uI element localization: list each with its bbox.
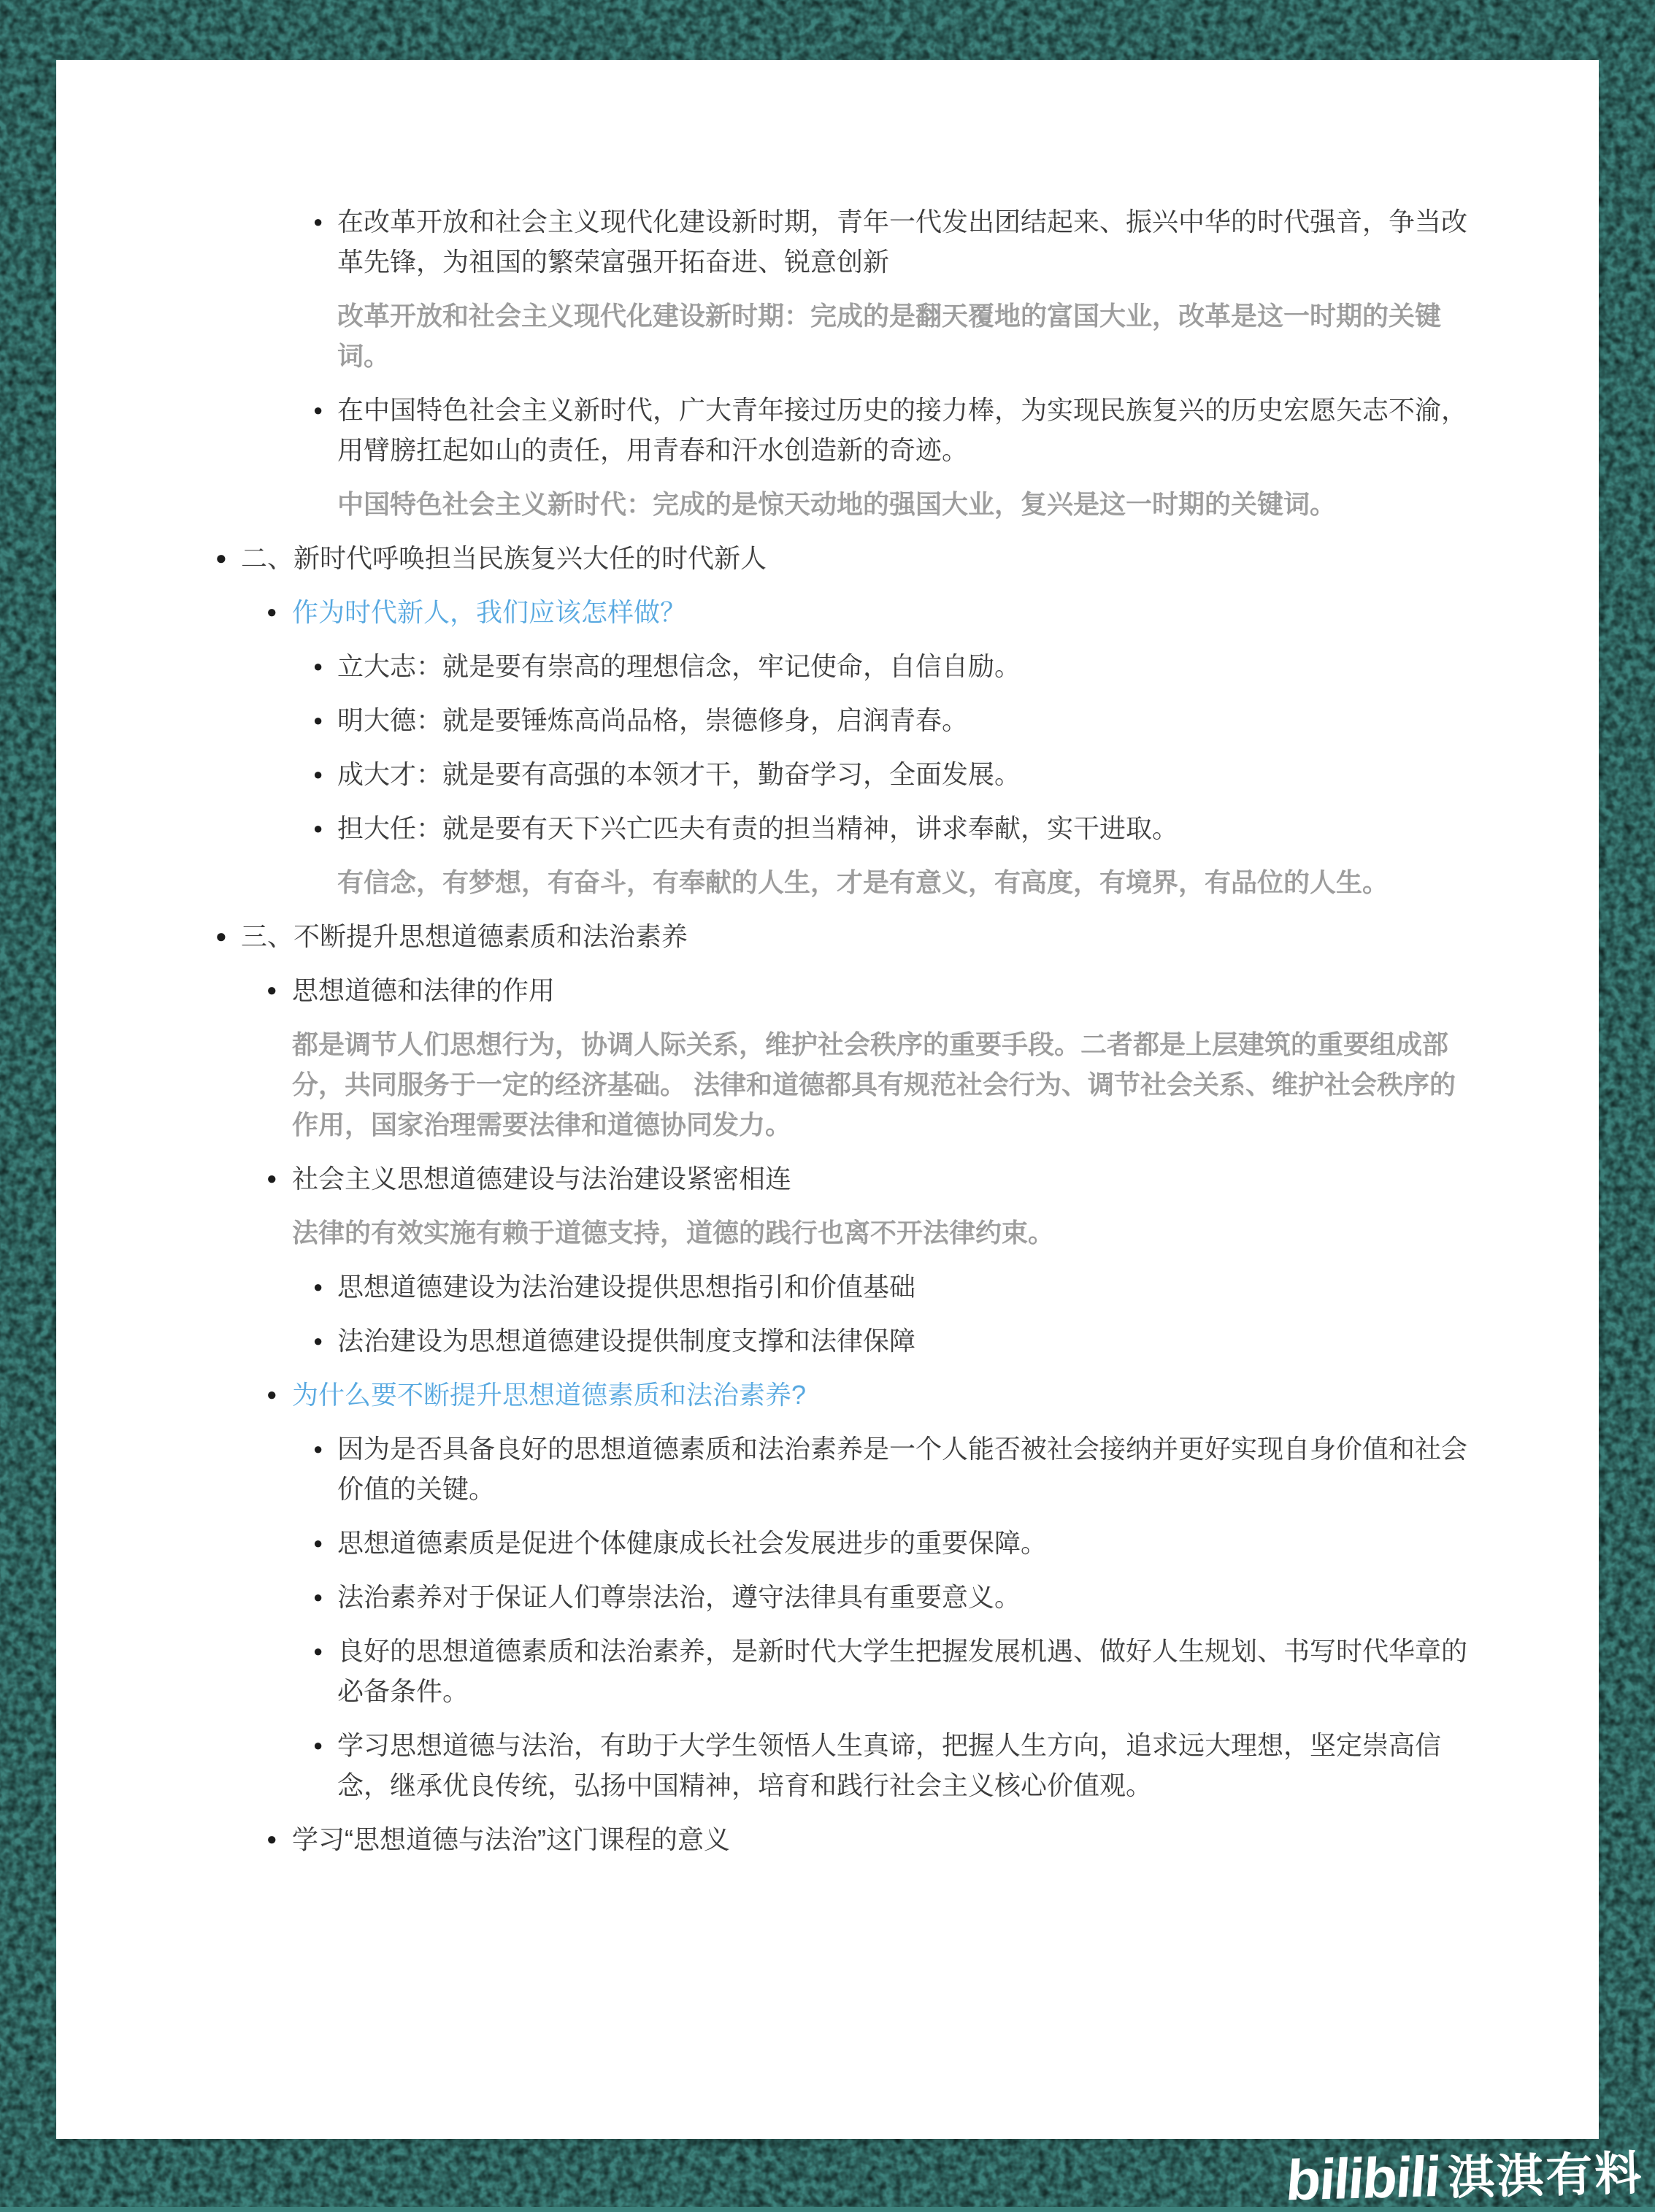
bullet-icon: ● (313, 711, 323, 729)
bullet-icon: ● (313, 212, 323, 231)
outline-text: 思想道德和法律的作用 (292, 975, 556, 1005)
document-page (56, 60, 1599, 2139)
bullet-icon: ● (215, 547, 227, 569)
outline-text: 思想道德素质是促进个体健康成长社会发展进步的重要保障。 (337, 1528, 1048, 1558)
bullet-icon: ● (313, 657, 323, 675)
outline-text: 立大志：就是要有崇高的理想信念，牢记使命，自信自励。 (337, 651, 1021, 681)
outline-note (56, 296, 1467, 376)
bullet-icon: ● (266, 602, 277, 622)
outline-text: 法律的有效实施有赖于道德支持，道德的践行也离不开法律约束。 (292, 1218, 1055, 1248)
outline-item (56, 1321, 1467, 1361)
outline-list (56, 201, 1467, 1873)
outline-text: 学习思想道德与法治，有助于大学生领悟人生真谛，把握人生方向，追求远大理想，坚定崇高信念，继承优良传统，弘扬中国精神，培育和践行社会主义核心价值观。 (337, 1730, 1442, 1800)
outline-item (56, 1159, 1467, 1199)
outline-text: 法治建设为思想道德建设提供制度支撑和法律保障 (337, 1326, 916, 1356)
bullet-icon: ● (313, 1736, 323, 1754)
outline-item (56, 970, 1467, 1010)
outline-item (56, 754, 1467, 794)
bilibili-logo: bilibili (1283, 2143, 1442, 2212)
outline-text: 担大任：就是要有天下兴亡匹夫有责的担当精神，讲求奉献，实干进取。 (337, 813, 1179, 843)
outline-text: 三、不断提升思想道德素质和法治素养 (241, 921, 688, 951)
outline-text: 作为时代新人，我们应该怎样做？ (292, 597, 687, 627)
outline-item (56, 646, 1467, 686)
outline-item (56, 1819, 1467, 1859)
watermark (1283, 2143, 1644, 2212)
outline-note (56, 862, 1467, 902)
outline-note (56, 1024, 1467, 1145)
outline-item (56, 1267, 1467, 1307)
bullet-icon: ● (313, 1278, 323, 1296)
outline-text: 都是调节人们思想行为，协调人际关系，维护社会秩序的重要手段。二者都是上层建筑的重要组成部分，共同服务于一定的经济基础。 法律和道德都具有规范社会行为、调节社会关系、维护社会秩序的作用，国家治理需要法律和道德协同发力。 (292, 1029, 1456, 1140)
outline-item (56, 1577, 1467, 1617)
outline-text: 二、新时代呼唤担当民族复兴大任的时代新人 (241, 543, 767, 573)
outline-text: 明大德：就是要锤炼高尚品格，崇德修身，启润青春。 (337, 705, 969, 735)
bullet-icon: ● (266, 1385, 277, 1405)
outline-item (56, 1375, 1467, 1415)
outline-item (56, 1631, 1467, 1711)
outline-text: 在中国特色社会主义新时代，广大青年接过历史的接力棒，为实现民族复兴的历史宏愿矢志不渝，用臂膀扛起如山的责任，用青春和汗水创造新的奇迹。 (337, 395, 1468, 465)
outline-item (56, 1429, 1467, 1509)
outline-note (56, 1213, 1467, 1253)
bullet-icon: ● (266, 1829, 277, 1849)
outline-text: 成大才：就是要有高强的本领才干，勤奋学习，全面发展。 (337, 759, 1021, 789)
outline-text: 有信念，有梦想，有奋斗，有奉献的人生，才是有意义，有高度，有境界，有品位的人生。 (337, 867, 1389, 897)
outline-text: 中国特色社会主义新时代：完成的是惊天动地的强国大业，复兴是这一时期的关键词。 (337, 489, 1337, 519)
outline-item (56, 1725, 1467, 1805)
outline-text: 法治素养对于保证人们尊崇法治，遵守法律具有重要意义。 (337, 1582, 1021, 1612)
bullet-icon: ● (313, 1588, 323, 1606)
outline-text: 学习“思想道德与法治”这门课程的意义 (292, 1824, 730, 1854)
outline-text: 因为是否具备良好的思想道德素质和法治素养是一个人能否被社会接纳并更好实现自身价值和社会价值的关键。 (337, 1434, 1468, 1504)
bullet-icon: ● (313, 1440, 323, 1458)
outline-item (56, 916, 1467, 956)
outline-item (56, 1523, 1467, 1563)
bullet-icon: ● (266, 980, 277, 1000)
outline-text: 良好的思想道德素质和法治素养，是新时代大学生把握发展机遇、做好人生规划、书写时代华章的必备条件。 (337, 1636, 1468, 1706)
outline-note (56, 484, 1467, 524)
bullet-icon: ● (266, 1169, 277, 1188)
outline-text: 为什么要不断提升思想道德素质和法治素养? (292, 1380, 807, 1410)
outline-item (56, 538, 1467, 578)
outline-item (56, 700, 1467, 740)
outline-text: 思想道德建设为法治建设提供思想指引和价值基础 (337, 1272, 916, 1302)
bullet-icon: ● (313, 765, 323, 783)
outline-item (56, 808, 1467, 848)
bullet-icon: ● (215, 925, 227, 947)
bullet-icon: ● (313, 1534, 323, 1552)
outline-text: 改革开放和社会主义现代化建设新时期：完成的是翻天覆地的富国大业，改革是这一时期的关键词。 (337, 301, 1442, 371)
outline-item (56, 592, 1467, 632)
bullet-icon: ● (313, 401, 323, 419)
outline-item (56, 390, 1467, 470)
brand-name: 淇淇有料 (1447, 2146, 1644, 2205)
outline-text: 社会主义思想道德建设与法治建设紧密相连 (292, 1164, 792, 1194)
outline-text: 在改革开放和社会主义现代化建设新时期，青年一代发出团结起来、振兴中华的时代强音，争当改革先锋，为祖国的繁荣富强开拓奋进、锐意创新 (337, 207, 1468, 277)
outline-item (56, 201, 1467, 282)
bullet-icon: ● (313, 819, 323, 837)
bullet-icon: ● (313, 1642, 323, 1660)
bullet-icon: ● (313, 1332, 323, 1350)
